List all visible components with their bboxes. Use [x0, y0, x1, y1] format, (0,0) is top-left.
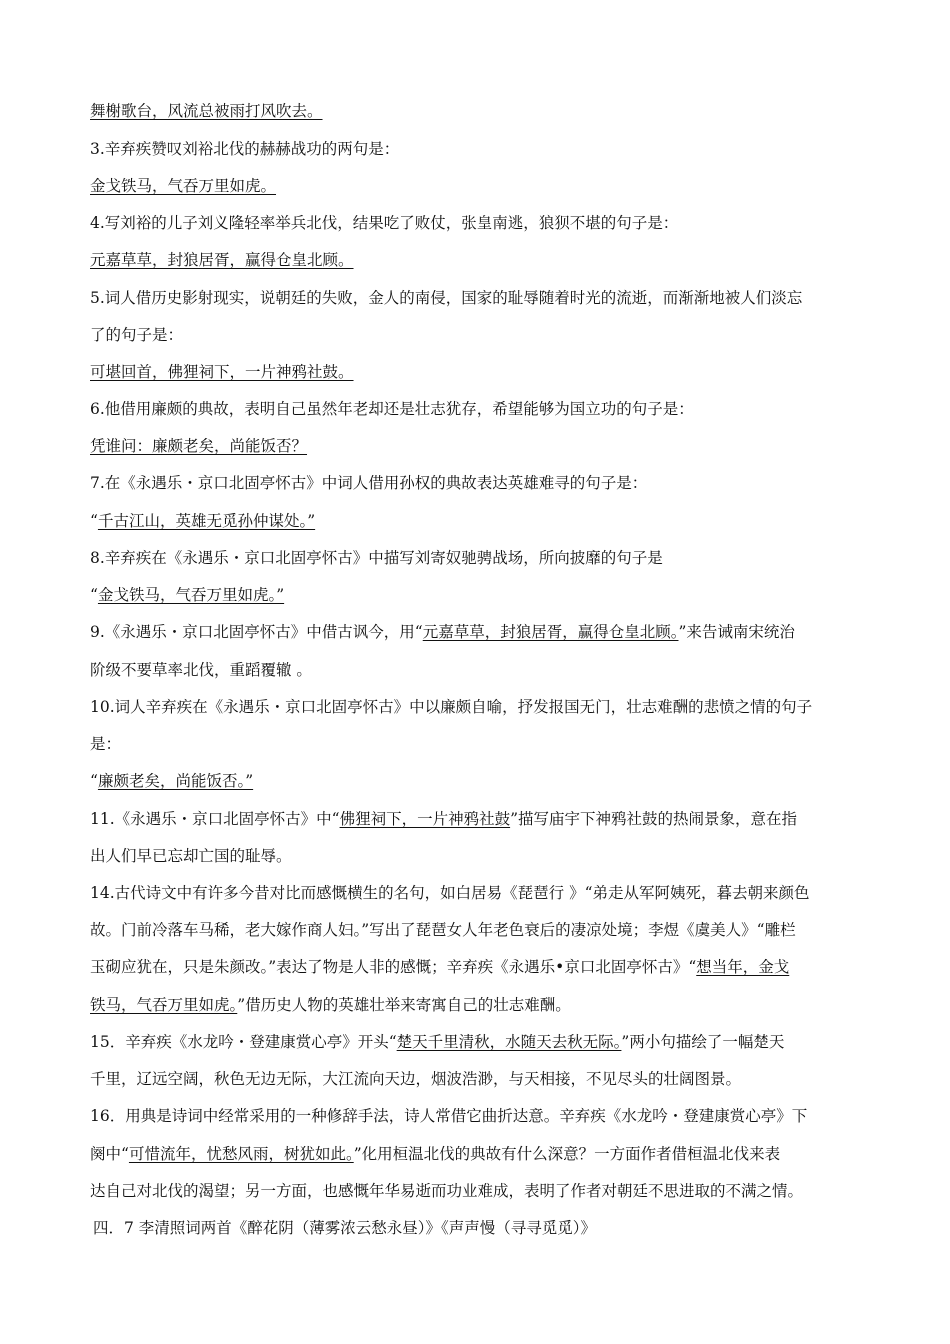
question-line: [90, 1032, 784, 1052]
text-segment: ”两小句描绘了一幅楚天: [621, 1033, 785, 1051]
answer-line: [90, 511, 315, 531]
question-line: 3.辛弃疾赞叹刘裕北伐的赫赫战功的两句是：: [90, 140, 400, 158]
question-line: 故。门前冷落车马稀，老大嫁作商人妇。”写出了琵琶女人年老色衰后的凄凉处境；李煜《虞美人》“雕栏: [90, 921, 796, 939]
underlined-answer: 金戈铁马，气吞万里如虎。”: [97, 586, 285, 604]
underlined-answer: 廉颇老矣，尚能饭否。”: [97, 772, 254, 790]
answer-line: 元嘉草草，封狼居胥，赢得仓皇北顾。: [90, 251, 354, 269]
text-segment: 9.《永遇乐・京口北固亭怀古》中借古讽今，用“: [90, 623, 423, 641]
underlined-answer: 元嘉草草，封狼居胥，赢得仓皇北顾。: [422, 623, 679, 641]
question-line: 了的句子是：: [90, 326, 184, 344]
question-line: 16．用典是诗词中经常采用的一种修辞手法，诗人常借它曲折达意。辛弃疾《水龙吟・登建康赏心亭》下: [90, 1107, 808, 1125]
underlined-answer: 可惜流年，忧愁风雨，树犹如此。: [128, 1145, 354, 1163]
underlined-answer: 佛狸祠下，一片神鸦社鼓: [339, 810, 511, 828]
text-segment: 玉砌应犹在，只是朱颜改。”表达了物是人非的感慨；辛弃疾《永遇乐•京口北固亭怀古》“: [90, 958, 697, 976]
question-line: 7.在《永遇乐・京口北固亭怀古》中词人借用孙权的典故表达英雄难寻的句子是：: [90, 474, 648, 492]
question-line: 8.辛弃疾在《永遇乐・京口北固亭怀古》中描写刘寄奴驰骋战场，所向披靡的句子是: [90, 549, 663, 567]
question-line: 10.词人辛弃疾在《永遇乐・京口北固亭怀古》中以廉颇自喻，抒发报国无门，壮志难酬的悲愤之情的句子: [90, 698, 813, 716]
underlined-answer: 楚天千里清秋，水随天去秋无际。: [396, 1033, 622, 1051]
text-segment: 阕中“: [90, 1145, 129, 1163]
quote-mark: “: [90, 512, 98, 530]
underlined-answer: 铁马，气吞万里如虎。: [90, 996, 238, 1014]
question-line: 千里，辽远空阔，秋色无边无际，大江流向天边，烟波浩渺，与天相接，不见尽头的壮阔图景。: [90, 1070, 742, 1088]
text-segment: ”借历史人物的英雄壮举来寄寓自己的壮志难酬。: [237, 996, 571, 1014]
text-segment: ”描写庙宇下神鸦社鼓的热闹景象，意在指: [510, 810, 798, 828]
question-line: 是：: [90, 735, 122, 753]
underlined-answer: 想当年，金戈: [696, 958, 790, 976]
answer-line: [90, 585, 284, 605]
answer-line: 凭谁问：廉颇老矣，尚能饭否？: [90, 437, 308, 455]
text-segment: ”来告诫南宋统治: [678, 623, 795, 641]
text-segment: 15．辛弃疾《水龙吟・登建康赏心亭》开头“: [90, 1033, 397, 1051]
question-line: 达自己对北伐的渴望；另一方面，也感慨年华易逝而功业难成，表明了作者对朝廷不思进取的不满之情。: [90, 1182, 804, 1200]
question-line: [90, 809, 797, 829]
question-line: 4.写刘裕的儿子刘义隆轻率举兵北伐，结果吃了败仗，张皇南逃，狼狈不堪的句子是：: [90, 214, 679, 232]
question-line: [90, 995, 571, 1015]
underlined-answer: 千古江山，英雄无觅孙仲谋处。”: [97, 512, 316, 530]
answer-line: 可堪回首，佛狸祠下，一片神鸦社鼓。: [90, 363, 354, 381]
question-line: [90, 622, 795, 642]
quote-mark: “: [90, 586, 98, 604]
question-line: 阶级不要草率北伐，重蹈覆辙 。: [90, 661, 312, 679]
question-line: 5.词人借历史影射现实，说朝廷的失败，金人的南侵，国家的耻辱随着时光的流逝，而渐渐地被人们淡忘: [90, 289, 803, 307]
answer-line: 金戈铁马，气吞万里如虎。: [90, 177, 277, 195]
quote-mark: “: [90, 772, 98, 790]
answer-line: [90, 771, 253, 791]
question-line: 6.他借用廉颇的典故，表明自己虽然年老却还是壮志犹存，希望能够为国立功的句子是：: [90, 400, 694, 418]
question-line: 出人们早已忘却亡国的耻辱。: [90, 847, 292, 865]
question-line: 14.古代诗文中有许多今昔对比而感慨横生的名句，如白居易《琵琶行 》“弟走从军阿姨死，暮去朝来颜色: [90, 884, 810, 902]
answer-line: 舞榭歌台，风流总被雨打风吹去。: [90, 102, 323, 120]
text-segment: 11.《永遇乐・京口北固亭怀古》中“: [90, 810, 340, 828]
section-heading: 四．7 李清照词两首《醉花阴（薄雾浓云愁永昼）》《声声慢（寻寻觅觅）》: [93, 1219, 597, 1237]
question-line: [90, 1144, 780, 1164]
text-segment: ”化用桓温北伐的典故有什么深意？一方面作者借桓温北伐来表: [353, 1145, 781, 1163]
question-line: [90, 957, 789, 977]
